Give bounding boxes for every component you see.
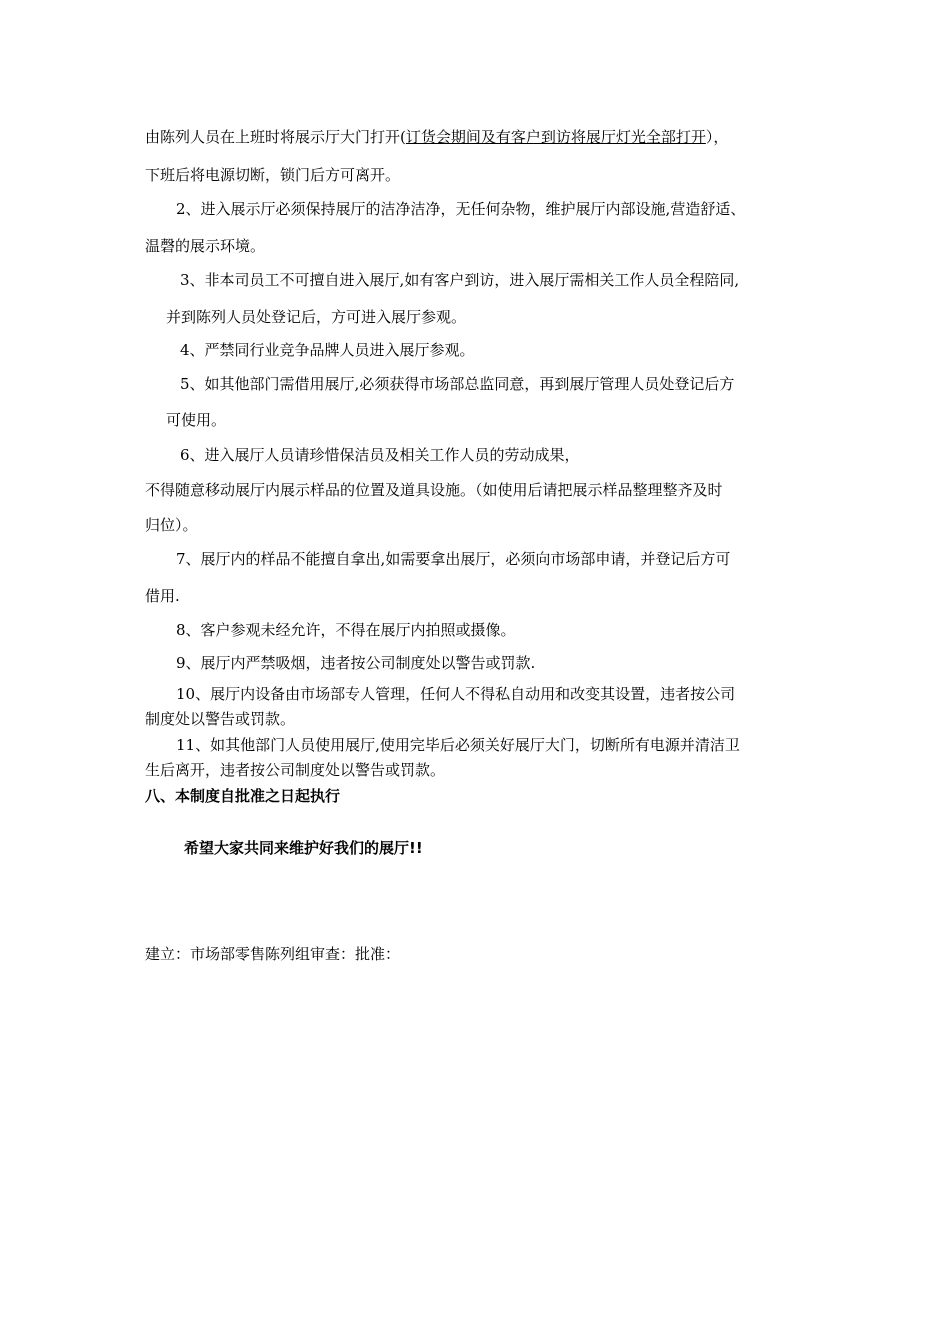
rule-6-line-3: 归位）。 xyxy=(145,516,198,534)
rule-4: 4、严禁同行业竞争品牌人员进入展厅参观。 xyxy=(180,341,475,359)
rule-5-line-2: 可使用。 xyxy=(166,411,227,429)
rule-5-line-1: 5、如其他部门需借用展厅,必须获得市场部总监同意，再到展厅管理人员处登记后方 xyxy=(180,375,735,393)
rule-6-line-2: 不得随意移动展厅内展示样品的位置及道具设施。（如使用后请把展示样品整理整齐及时 xyxy=(145,481,723,499)
rule-7-line-1: 7、展厅内的样品不能擅自拿出,如需要拿出展厅，必须向市场部申请，并登记后方可 xyxy=(176,550,731,568)
paragraph-line-1 xyxy=(145,127,728,147)
line-1-end: ）， xyxy=(705,128,729,146)
rule-11-line-1: 11、如其他部门人员使用展厅,使用完毕后必须关好展厅大门，切断所有电源并清洁卫 xyxy=(176,736,740,754)
rule-2-line-1: 2、进入展示厅必须保持展厅的洁净洁净，无任何杂物，维护展厅内部设施,营造舒适、 xyxy=(176,200,746,218)
line-1-text: 由陈列人员在上班时将展示厅大门打开( xyxy=(145,128,406,146)
signature-line: 建立：市场部零售陈列组审查：批准： xyxy=(145,945,401,963)
rule-3-line-2: 并到陈列人员处登记后，方可进入展厅参观。 xyxy=(166,308,467,326)
section-heading: 八、本制度自批准之日起执行 xyxy=(145,787,341,805)
rule-7-line-2: 借用. xyxy=(145,587,180,605)
rule-11-line-2: 生后离开，违者按公司制度处以警告或罚款。 xyxy=(145,761,446,779)
closing-message: 希望大家共同来维护好我们的展厅!! xyxy=(184,839,423,857)
rule-10-line-1: 10、展厅内设备由市场部专人管理，任何人不得私自动用和改变其设置，违者按公司 xyxy=(176,685,736,703)
rule-8: 8、客户参观未经允许，不得在展厅内拍照或摄像。 xyxy=(176,621,516,639)
underlined-note: 订货会期间及有客户到访将展厅灯光全部打开 xyxy=(405,128,706,146)
rule-6-line-1: 6、进入展厅人员请珍惜保洁员及相关工作人员的劳动成果， xyxy=(180,446,580,464)
rule-10-line-2: 制度处以警告或罚款。 xyxy=(145,710,296,728)
rule-9: 9、展厅内严禁吸烟，违者按公司制度处以警告或罚款. xyxy=(176,654,536,672)
rule-3-line-1: 3、非本司员工不可擅自进入展厅,如有客户到访，进入展厅需相关工作人员全程陪同, xyxy=(180,271,740,289)
rule-2-line-2: 温磬的展示环境。 xyxy=(145,237,266,255)
paragraph-line-2: 下班后将电源切断，锁门后方可离开。 xyxy=(145,166,401,184)
